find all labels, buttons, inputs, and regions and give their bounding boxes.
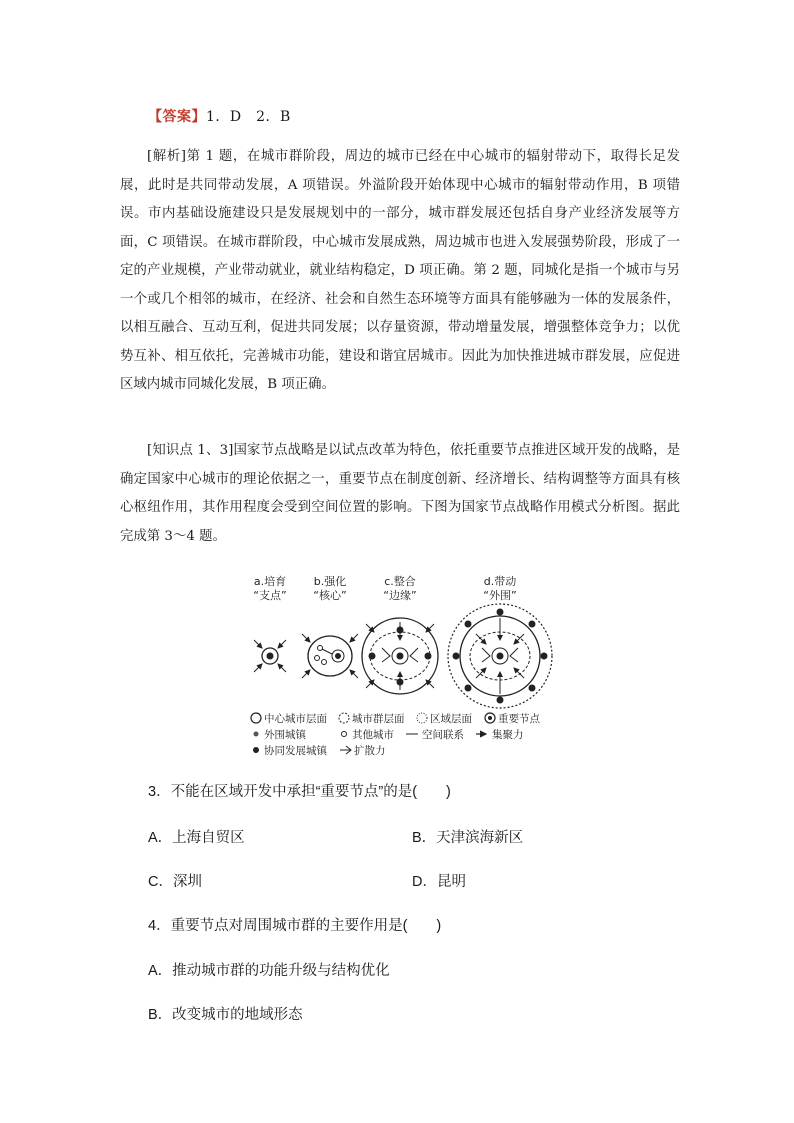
question-3-option-b[interactable]: B．天津滨海新区 — [412, 830, 524, 846]
legend-diffusion: 扩散力 — [354, 745, 386, 756]
stage-d-line2: “外围” — [483, 589, 517, 602]
question-4-stem: 4．重要节点对周围城市群的主要作用是( ) — [148, 918, 442, 934]
question-4-option-b[interactable]: B．改变城市的地域形态 — [148, 1007, 303, 1023]
legend-agglomeration: 集聚力 — [492, 729, 524, 741]
legend-other-city: 其他城市 — [352, 729, 394, 741]
stage-b-line1: b.强化 — [313, 575, 347, 588]
stage-d-diagram — [448, 604, 552, 708]
legend-outer-town: 外围城镇 — [264, 729, 306, 741]
stage-a-line1: a.培育 — [253, 575, 287, 588]
question-4-option-a[interactable]: A．推动城市群的功能升级与结构优化 — [148, 963, 390, 979]
knowledge-paragraph: [知识点 1、3]国家节点战略是以试点改革为特色，依托重要节点推进区域开发的战略，是确定国家中心城市的理论依据之一，重要节点在制度创新、经济增长、结构调整等方面具有核心枢纽作用，其作用程度会受到空间位置的影响。下图为国家节点战略作用模式分析图。据此完成第 3～4 题。 — [120, 443, 680, 544]
answer-text: 1．D 2．B — [206, 109, 291, 125]
analysis-paragraph: [解析]第 1 题，在城市群阶段，周边的城市已经在中心城市的辐射带动下，取得长足发展，此时是共同带动发展，A 项错误。外溢阶段开始体现中心城市的辐射带动作用，B 项错误。市内基础设施建设只是发展规划中的一部分，城市群发展还包括自身产业经济发展等方面，C 项错误。在城市群阶段，中心城市发展成熟，周边城市也进入发展强势阶段，形成了一定的产业规模，产业带动就业，就业结构稳定，D 项正确。第 2 题，同城化是指一个城市与另一个或几个相邻的城市，在经济、社会和自然生态环境等方面具有能够融为一体的发展条件，以相互融合、互动互利，促进共同发展；以存量资源，带动增量发展，增强整体竞争力；以优势互补、相互依托，完善城市功能，建设和谐宜居城市。因此为加快推进城市群发展，应促进区域内城市同城化发展，B 项正确。 — [120, 149, 680, 392]
legend-key-node: 重要节点 — [498, 713, 540, 725]
legend-spatial-link: 空间联系 — [422, 729, 464, 741]
legend-region: 区域层面 — [430, 713, 472, 725]
stage-b-diagram — [302, 634, 358, 678]
question-3-option-a[interactable]: A．上海自贸区 — [148, 830, 245, 846]
stage-b-line2: “核心” — [313, 589, 347, 602]
stage-c-line1: c.整合 — [384, 575, 416, 588]
legend-city-cluster: 城市群层面 — [352, 713, 405, 725]
stage-d-line1: d.带动 — [483, 575, 517, 588]
stage-c-line2: “边缘” — [383, 589, 417, 602]
figure-legend — [251, 712, 540, 756]
question-3-option-d[interactable]: D．昆明 — [412, 874, 466, 890]
answer-line — [148, 106, 291, 126]
stage-a-diagram — [254, 640, 286, 672]
stage-c-diagram — [362, 618, 438, 694]
legend-coordinated-town: 协同发展城镇 — [264, 745, 327, 756]
node-strategy-figure — [240, 572, 560, 756]
stage-a-line2: “支点” — [253, 589, 287, 602]
question-3-stem: 3．不能在区域开发中承担“重要节点”的是( ) — [148, 784, 451, 800]
answer-tag: 【答案】 — [148, 109, 206, 125]
question-3-option-c[interactable]: C．深圳 — [148, 874, 202, 890]
legend-center-city: 中心城市层面 — [264, 713, 327, 725]
